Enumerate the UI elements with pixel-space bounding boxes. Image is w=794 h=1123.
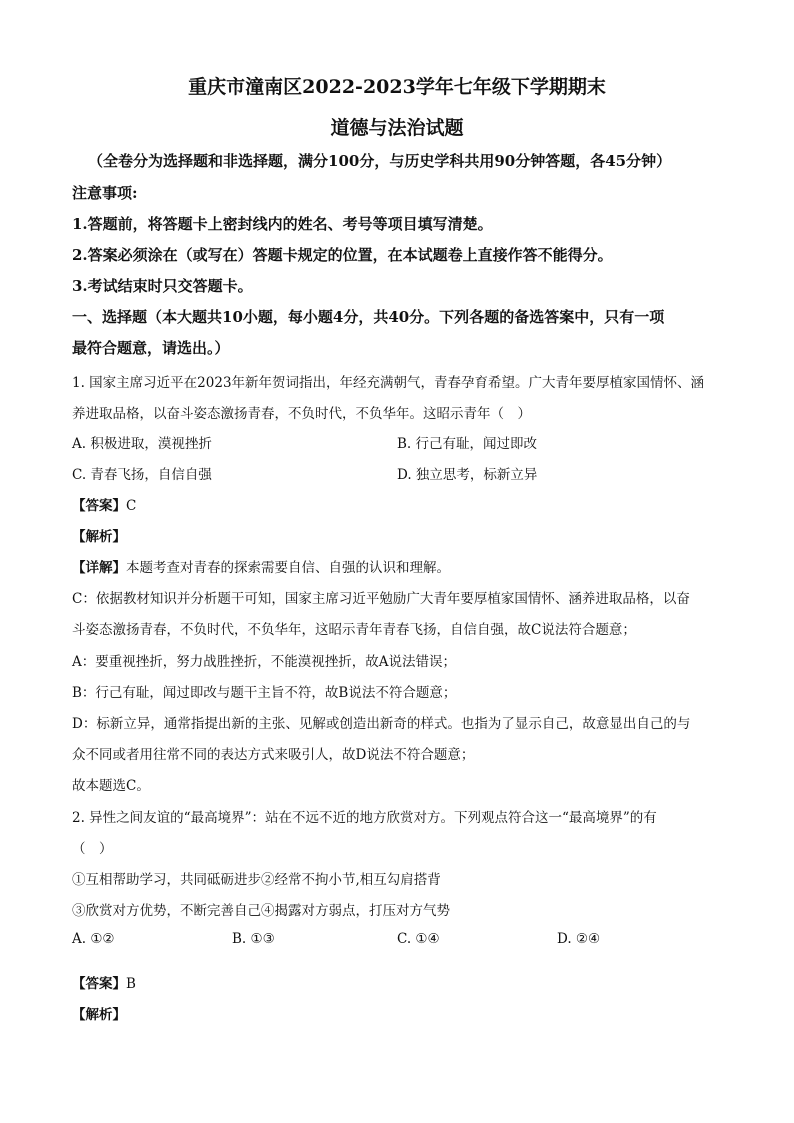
question-1-analysis-tag: 【解析】: [72, 529, 126, 545]
question-2-stem-cont: （ ）: [72, 841, 113, 857]
question-2-option-d: D. ②④: [557, 931, 601, 947]
question-2-option-c: C. ①④: [397, 931, 440, 947]
question-1-stem: 1. 国家主席习近平在2023年新年贺词指出，年经充满朝气，青春孕育希望。广大青年要厚植家国情怀、涵: [72, 375, 705, 391]
explain-line: C：依据教材知识并分析题干可知，国家主席习近平勉励广大青年要厚植家国情怀、涵养进取品格，以奋: [72, 591, 690, 607]
section-heading: 一、选择题（本大题共10小题，每小题4分，共40分。下列各题的备选答案中，只有一项: [72, 308, 665, 326]
question-1-option-a: A. 积极进取，漠视挫折: [72, 436, 212, 452]
question-2-stem: 2. 异性之间友谊的“最高境界”：站在不远不近的地方欣赏对方。下列观点符合这一“最高境界”的有: [72, 810, 657, 826]
exam-note: （全卷分为选择题和非选择题，满分100分，与历史学科共用90分钟答题，各45分钟）: [88, 152, 672, 170]
section-heading-cont: 最符合题意，请选出。）: [72, 339, 230, 357]
question-1-option-c: C. 青春飞扬，自信自强: [72, 467, 212, 483]
question-2-option-a: A. ①②: [72, 931, 115, 947]
question-2-statements-cont: ③欣赏对方优势，不断完善自己④揭露对方弱点，打压对方气势: [72, 903, 450, 919]
explain-line: B：行己有耻，闻过即改与题干主旨不符，故B说法不符合题意；: [72, 685, 457, 701]
notice-item: 3.考试结束时只交答题卡。: [72, 277, 253, 295]
explain-line: 众不同或者用往常不同的表达方式来吸引人，故D说法不符合题意；: [72, 747, 475, 763]
question-1-detail: [72, 556, 722, 576]
question-2-statements: ①互相帮助学习，共同砥砺进步②经常不拘小节,相互勾肩搭背: [72, 872, 441, 888]
question-2-analysis-tag: 【解析】: [72, 1007, 126, 1023]
question-2-answer: [72, 972, 722, 992]
exam-title: 重庆市潼南区2022-2023学年七年级下学期期末: [188, 76, 606, 98]
question-1-answer: [72, 494, 722, 514]
question-1-option-b: B. 行己有耻，闻过即改: [397, 436, 538, 452]
answer-value: C: [126, 498, 137, 514]
answer-tag: 【答案】: [72, 976, 126, 992]
notice-item: 1.答题前，将答题卡上密封线内的姓名、考号等项目填写清楚。: [72, 215, 493, 233]
answer-tag: 【答案】: [72, 498, 126, 514]
notice-heading: 注意事项:: [72, 184, 138, 202]
explain-line: 斗姿态激扬青春，不负时代，不负华年，这昭示青年青春飞扬，自信自强，故C说法符合题意；: [72, 622, 636, 638]
question-2-option-b: B. ①③: [232, 931, 275, 947]
notice-item: 2.答案必须涂在（或写在）答题卡规定的位置，在本试题卷上直接作答不能得分。: [72, 246, 613, 264]
detail-text: 本题考查对青春的探索需要自信、自强的认识和理解。: [126, 560, 450, 576]
question-1-option-d: D. 独立思考，标新立异: [397, 467, 538, 483]
question-1-stem-cont: 养进取品格，以奋斗姿态激扬青春，不负时代，不负华年。这昭示青年（ ）: [72, 406, 531, 422]
answer-value: B: [126, 976, 136, 992]
exam-subtitle: 道德与法治试题: [330, 117, 464, 139]
explain-line: D：标新立异，通常指提出新的主张、见解或创造出新奇的样式。也指为了显示自己，故意显出自己的与: [72, 716, 691, 732]
explain-line: 故本题选C。: [72, 778, 150, 794]
detail-tag: 【详解】: [72, 560, 126, 576]
explain-line: A：要重视挫折，努力战胜挫折，不能漠视挫折，故A说法错误；: [72, 654, 456, 670]
